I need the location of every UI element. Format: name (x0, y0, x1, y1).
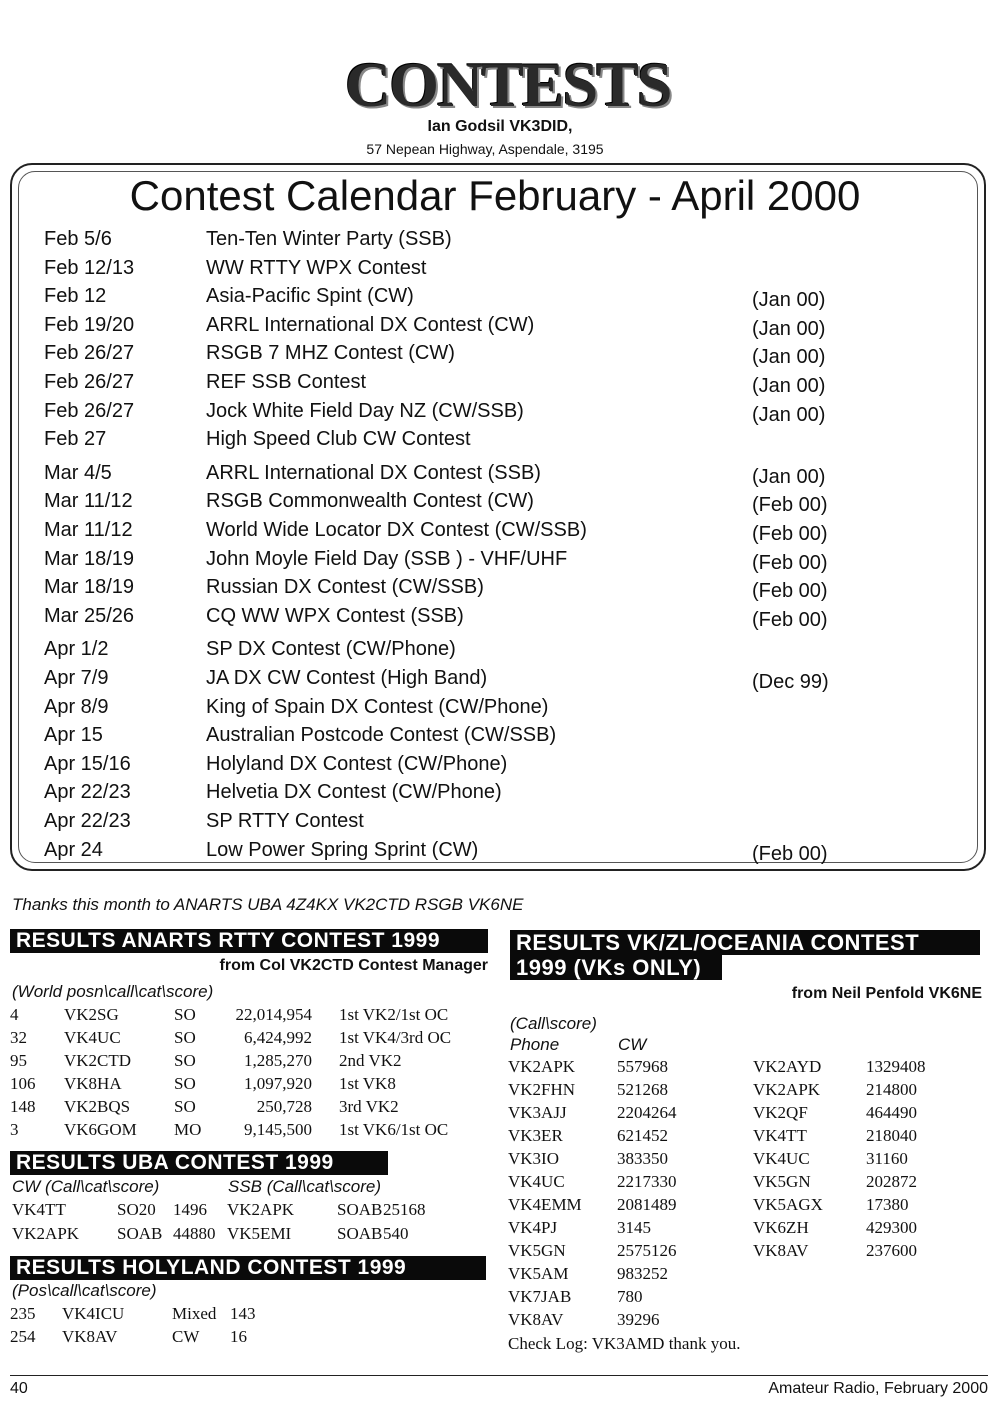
contest-name: ARRL International DX Contest (SSB) (206, 461, 541, 484)
contest-date: Mar 11/12 (44, 490, 133, 513)
cw-callsign: VK4TT (12, 1200, 66, 1219)
phone-score: 557968 (617, 1057, 668, 1076)
ssb-callsign: VK5EMI (227, 1224, 292, 1243)
callsign: VK4ICU (62, 1304, 125, 1323)
ssb-callsign: VK2APK (227, 1200, 295, 1219)
table-row (0, 1027, 500, 1049)
contest-reference: (Jan 00) (752, 375, 826, 397)
cw-score: 202872 (866, 1172, 917, 1191)
position: 235 (10, 1304, 36, 1323)
phone-callsign: VK5AM (508, 1264, 569, 1283)
category: Mixed (172, 1304, 217, 1323)
score: 1,285,270 (244, 1051, 312, 1070)
contest-reference: (Feb 00) (752, 523, 828, 545)
phone-score: 2081489 (617, 1195, 677, 1214)
cw-callsign: VK4UC (753, 1149, 810, 1168)
ssb-score: 540 (383, 1224, 409, 1243)
placing-note: 2nd VK2 (339, 1051, 402, 1070)
contest-name: Low Power Spring Sprint (CW) (206, 838, 479, 861)
callsign: VK8HA (64, 1074, 122, 1093)
phone-score: 2217330 (617, 1172, 677, 1191)
contest-name: SP RTTY Contest (206, 810, 364, 832)
contest-date: Feb 26/27 (44, 371, 135, 393)
calendar-row (0, 603, 990, 629)
cw-score: 17380 (866, 1195, 909, 1214)
contest-reference: (Dec 99) (752, 671, 829, 693)
callsign: VK2SG (64, 1005, 119, 1024)
contest-name: World Wide Locator DX Contest (CW/SSB) (206, 519, 587, 541)
uba-ssb-label: SSB (Call\cat\score) (228, 1177, 382, 1196)
placing-note: 1st VK4/3rd OC (339, 1028, 452, 1047)
calendar-row (0, 665, 990, 691)
contest-date: Mar 11/12 (44, 519, 133, 541)
contest-name: RSGB 7 MHZ Contest (CW) (206, 342, 455, 365)
calendar-row (0, 546, 990, 572)
category: SO (174, 1005, 196, 1024)
cw-callsign: VK6ZH (753, 1218, 809, 1237)
contest-reference: (Feb 00) (752, 608, 828, 631)
oceania-cw-label: CW (618, 1035, 647, 1054)
uba-banner: RESULTS UBA CONTEST 1999 (10, 1151, 388, 1175)
score: 143 (230, 1304, 256, 1323)
anarts-banner: RESULTS ANARTS RTTY CONTEST 1999 (10, 929, 488, 953)
publication-title: Amateur Radio, February 2000 (768, 1380, 988, 1397)
contest-reference: (Feb 00) (752, 551, 828, 574)
placing-note: 1st VK8 (339, 1074, 396, 1093)
callsign: VK4UC (64, 1028, 121, 1047)
cw-callsign: VK2AYD (753, 1057, 822, 1076)
phone-callsign: VK2APK (508, 1057, 576, 1076)
phone-score: 983252 (617, 1264, 668, 1283)
cw-callsign: VK2APK (753, 1080, 821, 1099)
contest-date: Apr 1/2 (44, 638, 109, 661)
category: SO (174, 1097, 196, 1116)
cw-callsign: VK8AV (753, 1241, 809, 1260)
contest-date: Apr 7/9 (44, 667, 109, 689)
cw-score: 44880 (173, 1224, 216, 1243)
ssb-category: SOAB (337, 1224, 383, 1243)
score: 9,145,500 (244, 1120, 312, 1139)
phone-callsign: VK3AJJ (508, 1103, 567, 1122)
calendar-row (0, 255, 990, 281)
table-row (0, 1309, 660, 1331)
oceania-columns-label: (Call\score) (510, 1014, 597, 1033)
oceania-subtitle: from Neil Penfold VK6NE (791, 985, 982, 1002)
position: 106 (10, 1074, 36, 1093)
calendar-row (0, 369, 990, 395)
cw-category: SO20 (117, 1200, 156, 1219)
position: 95 (10, 1051, 27, 1070)
callsign: VK2CTD (64, 1051, 132, 1070)
score: 22,014,954 (235, 1005, 312, 1024)
cw-score: 1496 (173, 1200, 207, 1219)
contest-name: John Moyle Field Day (SSB ) - VHF/UHF (206, 547, 568, 570)
calendar-row (0, 517, 990, 543)
calendar-row (0, 722, 990, 748)
phone-score: 521268 (617, 1080, 668, 1099)
calendar-row (0, 312, 990, 338)
phone-callsign: VK8AV (508, 1310, 564, 1329)
contest-reference: (Jan 00) (752, 465, 826, 488)
calendar-row (0, 636, 990, 662)
placing-note: 1st VK2/1st OC (339, 1005, 449, 1024)
phone-score: 2204264 (617, 1103, 677, 1122)
calendar-row (0, 488, 990, 517)
contest-name: ARRL International DX Contest (CW) (206, 313, 535, 336)
cw-score: 218040 (866, 1126, 917, 1145)
contest-date: Mar 18/19 (44, 547, 135, 570)
position: 148 (10, 1097, 36, 1116)
anarts-columns-label: (World posn\call\cat\score) (12, 982, 214, 1001)
category: SO (174, 1028, 196, 1047)
category: SO (174, 1051, 196, 1070)
cw-score: 429300 (866, 1218, 917, 1237)
cw-callsign: VK5AGX (753, 1195, 823, 1214)
contest-date: Apr 24 (44, 838, 103, 861)
contest-name: Ten-Ten Winter Party (SSB) (206, 228, 452, 250)
holyland-columns-label: (Pos\call\cat\score) (12, 1281, 157, 1300)
contest-date: Mar 18/19 (44, 576, 135, 599)
contest-reference: (Jan 00) (752, 346, 826, 369)
contest-date: Apr 15 (44, 724, 103, 747)
calendar-row (0, 283, 990, 312)
contest-date: Apr 15/16 (44, 752, 131, 775)
contest-date: Feb 5/6 (44, 228, 112, 250)
contest-name: RSGB Commonwealth Contest (CW) (206, 490, 534, 513)
calendar-row (0, 226, 990, 252)
phone-callsign: VK4UC (508, 1172, 565, 1191)
contest-name: JA DX CW Contest (High Band) (206, 667, 488, 689)
contest-date: Feb 27 (44, 428, 107, 451)
score: 250,728 (256, 1097, 312, 1116)
cw-callsign: VK4TT (753, 1126, 807, 1145)
calendar-row (0, 426, 990, 452)
phone-callsign: VK5GN (508, 1241, 566, 1260)
contest-date: Apr 22/23 (44, 781, 131, 804)
calendar-row (0, 694, 990, 720)
score: 16 (230, 1327, 247, 1346)
phone-score: 39296 (617, 1310, 660, 1329)
category: SO (174, 1074, 196, 1093)
cw-callsign: VK2APK (12, 1224, 80, 1243)
oceania-banner-line2: 1999 (VKs ONLY) (510, 955, 722, 980)
contest-date: Mar 4/5 (44, 461, 112, 484)
contest-date: Apr 22/23 (44, 810, 131, 832)
position: 254 (10, 1327, 36, 1346)
contest-reference: (Jan 00) (752, 317, 826, 340)
contest-name: Australian Postcode Contest (CW/SSB) (206, 724, 557, 747)
contest-name: Helvetia DX Contest (CW/Phone) (206, 781, 502, 804)
thanks-line: Thanks this month to ANARTS UBA 4Z4KX VK2CTD RSGB VK6NE (12, 895, 524, 914)
phone-callsign: VK7JAB (508, 1287, 572, 1306)
calendar-row (0, 837, 990, 863)
contest-date: Feb 12 (44, 285, 107, 308)
contest-reference: (Feb 00) (752, 580, 828, 603)
anarts-subtitle: from Col VK2CTD Contest Manager (219, 957, 488, 974)
calendar-row (0, 574, 990, 603)
cw-score: 214800 (866, 1080, 917, 1099)
calendar-row (0, 460, 990, 486)
category: CW (172, 1327, 200, 1346)
calendar-row (0, 779, 990, 805)
contest-name: Jock White Field Day NZ (CW/SSB) (206, 399, 524, 422)
cw-callsign: VK2QF (753, 1103, 808, 1122)
contest-date: Mar 25/26 (44, 604, 135, 627)
cw-score: 464490 (866, 1103, 917, 1122)
contest-name: WW RTTY WPX Contest (206, 256, 427, 279)
contest-name: Asia-Pacific Spint (CW) (206, 285, 414, 308)
position: 32 (10, 1028, 27, 1047)
phone-score: 621452 (617, 1126, 668, 1145)
contest-reference: (Jan 00) (752, 403, 826, 426)
phone-callsign: VK3IO (508, 1149, 559, 1168)
score: 6,424,992 (244, 1028, 312, 1047)
ssb-category: SOAB (337, 1200, 383, 1219)
phone-callsign: VK2FHN (508, 1080, 576, 1099)
oceania-check-log: Check Log: VK3AMD thank you. (508, 1334, 741, 1353)
contests-logo: CONTESTS (345, 49, 671, 120)
callsign: VK6GOM (64, 1120, 137, 1139)
contest-reference: (Feb 00) (752, 842, 828, 865)
oceania-banner-line1: RESULTS VK/ZL/OCEANIA CONTEST (510, 930, 980, 955)
contest-name: Holyland DX Contest (CW/Phone) (206, 752, 508, 775)
contest-date: Apr 8/9 (44, 695, 109, 718)
page-number: 40 (10, 1380, 28, 1397)
contest-name: SP DX Contest (CW/Phone) (206, 638, 456, 661)
table-row (0, 1004, 500, 1026)
phone-callsign: VK3ER (508, 1126, 563, 1145)
calendar-title: Contest Calendar February - April 2000 (129, 172, 861, 219)
contest-name: High Speed Club CW Contest (206, 428, 471, 451)
callsign: VK2BQS (64, 1097, 131, 1116)
calendar-row (0, 340, 990, 369)
calendar-row (0, 398, 990, 424)
cw-callsign: VK5GN (753, 1172, 811, 1191)
phone-score: 383350 (617, 1149, 668, 1168)
category: MO (174, 1120, 202, 1139)
placing-note: 1st VK6/1st OC (339, 1120, 449, 1139)
contest-name: REF SSB Contest (206, 371, 367, 393)
cw-score: 237600 (866, 1241, 917, 1260)
phone-score: 780 (617, 1287, 643, 1306)
calendar-row (0, 751, 990, 777)
holyland-banner: RESULTS HOLYLAND CONTEST 1999 (10, 1256, 486, 1280)
placing-note: 3rd VK2 (339, 1097, 399, 1116)
contest-name: Russian DX Contest (CW/SSB) (206, 576, 484, 599)
score: 1,097,920 (244, 1074, 312, 1093)
callsign: VK8AV (62, 1327, 118, 1346)
contest-reference: (Jan 00) (752, 289, 826, 312)
contest-date: Feb 26/27 (44, 399, 135, 422)
contest-reference: (Feb 00) (752, 494, 828, 517)
contest-name: CQ WW WPX Contest (SSB) (206, 604, 464, 627)
cw-score: 31160 (866, 1149, 908, 1168)
author-name: Ian Godsil VK3DID, (427, 118, 573, 135)
phone-score: 2575126 (617, 1241, 677, 1260)
phone-callsign: VK4PJ (508, 1218, 558, 1237)
contest-date: Feb 26/27 (44, 342, 135, 365)
cw-score: 1329408 (866, 1057, 926, 1076)
footer-rule (10, 1375, 988, 1376)
position: 4 (10, 1005, 19, 1024)
contest-date: Feb 19/20 (44, 313, 135, 336)
phone-callsign: VK4EMM (508, 1195, 582, 1214)
contest-date: Feb 12/13 (44, 256, 135, 279)
cw-category: SOAB (117, 1224, 163, 1243)
table-row (0, 1263, 668, 1285)
uba-cw-label: CW (Call\cat\score) (12, 1177, 160, 1196)
ssb-score: 25168 (383, 1200, 426, 1219)
calendar-row (0, 808, 990, 834)
contest-name: King of Spain DX Contest (CW/Phone) (206, 695, 549, 718)
author-address: 57 Nepean Highway, Aspendale, 3195 (366, 141, 604, 157)
oceania-phone-label: Phone (510, 1035, 560, 1054)
position: 3 (10, 1120, 19, 1139)
table-row (0, 1286, 643, 1308)
phone-score: 3145 (617, 1218, 651, 1237)
